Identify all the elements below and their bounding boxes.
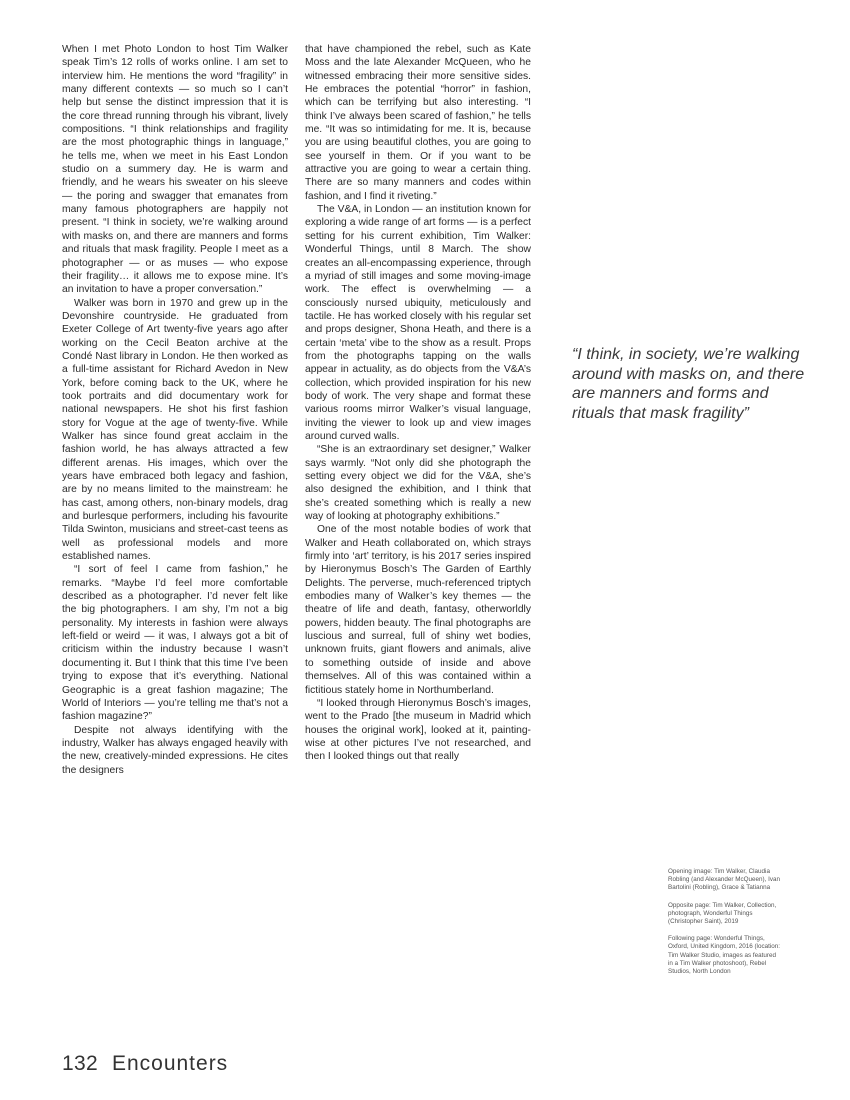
body-column-right (305, 43, 531, 764)
page-number: 132 (62, 1052, 98, 1075)
caption: Following page: Wonderful Things, Oxford, United Kingdom, 2016 (location: Tim Walker Studio, images as featured in a Tim Walker photoshoot), Rebel Studios, North London (668, 935, 781, 976)
image-captions (668, 868, 780, 985)
body-paragraph: “I sort of feel I came from fashion,” he remarks. “Maybe I’d feel more comfortable described as a photographer. I’d never felt like the big photographers. I am shy, I’m not a big personality. My interests in fashion were always left-field or weird — it was, I always got a bit of criticism within the industry because I wasn’t documenting it. But I think that this time I’ve been trying to expose that it’s everything. National Geographic is a great fashion magazine; The World of Interiors — you’re telling me that’s not a fashion magazine?” (62, 564, 288, 723)
body-paragraph: Despite not always identifying with the industry, Walker has always engaged heavily with the new, creatively-minded expressions. He cites the designers (62, 724, 288, 776)
section-title: Encounters (111, 1052, 229, 1075)
body-column-left (62, 43, 288, 777)
body-paragraph: “I looked through Hieronymus Bosch’s images, went to the Prado [the museum in Madrid which houses the original work], looked at it, painting-wise at other pictures I’ve not researched, and then I looked things out that really (305, 697, 531, 763)
body-paragraph: One of the most notable bodies of work that Walker and Heath collaborated on, which strays firmly into ‘art’ territory, is his 2017 series inspired by Hieronymus Bosch’s The Garden of Earthly Delights. The perverse, much-referenced triptych embodies many of Walker’s key themes — the theatre of life and death, fantasy, otherworldly powers, hidden beauty. The final photographs are luscious and surreal, full of shiny wet bodies, unknown fruits, giant flowers and animals, alive to something outside of inside and above themselves. All of this was contained within a fictitious stately home in Northumberland. (305, 524, 531, 696)
body-paragraph: “She is an extraordinary set designer,” Walker says warmly. “Not only did she photograph the setting every object we did for the V&A, she’s also designed the exhibition, and I think that she’s created something which is really a new way of looking at photography exhibitions.” (305, 444, 531, 523)
pull-quote: “I think, in society, we’re walking around with masks on, and there are manners and forms and rituals that mask fragility” (572, 346, 805, 422)
caption: Opposite page: Tim Walker, Collection, photograph, Wonderful Things (Christopher Saint), 2019 (668, 901, 777, 926)
caption: Opening image: Tim Walker, Claudia Robling (and Alexander McQueen), Ivan Bartolini (Robling), Grace & Tatianna (668, 868, 781, 892)
body-paragraph: When I met Photo London to host Tim Walker speak Tim’s 12 rolls of works online. I am set to interview him. He mentions the word “fragility” in many different contexts — so much so I can’t help but sense the distinct impression that it is the core thread running through his vibrant, lively compositions. “I think relationships and fragility are the most photographic things in language,” he tells me, when we meet in his East London studio on a summery day. He is warm and friendly, and he wears his sweater on his sleeve — the poring and swagger that emanates from many famous photographers are happily not present. “I think in society, we’re walking around with masks on, and there are manners and forms and rituals that mask fragility. People I meet as a photographer — or as muses — who expose their fragility… it allows me to expose mine. It’s an invitation to have a proper conversation.” (62, 44, 288, 296)
page-footer (62, 1052, 228, 1076)
body-paragraph: The V&A, in London — an institution known for exploring a wide range of art forms — is a perfect setting for his current exhibition, Tim Walker: Wonderful Things, until 8 March. The show creates an all-encompassing experience, through a myriad of still images and some moving-image work. The effect is overwhelming — a consciously nursed ubiquity, meticulously and tactile. He has worked closely with his regular set and props designer, Shona Heath, and there is a certain ‘meta’ vibe to the show as a result. Props from the photographs tapping on the walls appear in actuality, as do objects from the V&A’s collection, which provided inspiration for his new body of work. The very shape and format these various rooms mirror Walker’s visual language, inviting the viewer to look up and view images around curved walls. (305, 204, 531, 442)
body-paragraph: Walker was born in 1970 and grew up in the Devonshire countryside. He graduated from Exeter College of Art twenty-five years ago after working on the Cecil Beaton archive at the Condé Nast library in London. He then worked as a full-time assistant for Richard Avedon in New York, before coming back to the UK, where he took portraits and did documentary work for national newspapers. He shot his first fashion story for Vogue at the age of twenty-five. While Walker has since found great acclaim in the fashion world, he has always attracted a few different arenas. His images, which over the years have embraced both legacy and fashion, are by no means limited to the mainstream: he has cast, among others, non-binary models, drag and burlesque performers, including his favourite Tilda Swinton, musicians and street-cast teens as well as professional models and more established names. (62, 297, 288, 563)
body-paragraph: that have championed the rebel, such as Kate Moss and the late Alexander McQueen, who he witnessed embracing their more sensitive sides. He embraces the potential “horror” in fashion, which can be terrifying but also interesting. “I think I’ve always been scared of fashion,” he tells me. “It was so intimidating for me. It is, because you are using beautiful clothes, you are going to see yourself in them. Or if you want to be attractive you are going to wear a certain thing. There are so many manners and codes within fashion, and I find it riveting.” (305, 44, 531, 202)
